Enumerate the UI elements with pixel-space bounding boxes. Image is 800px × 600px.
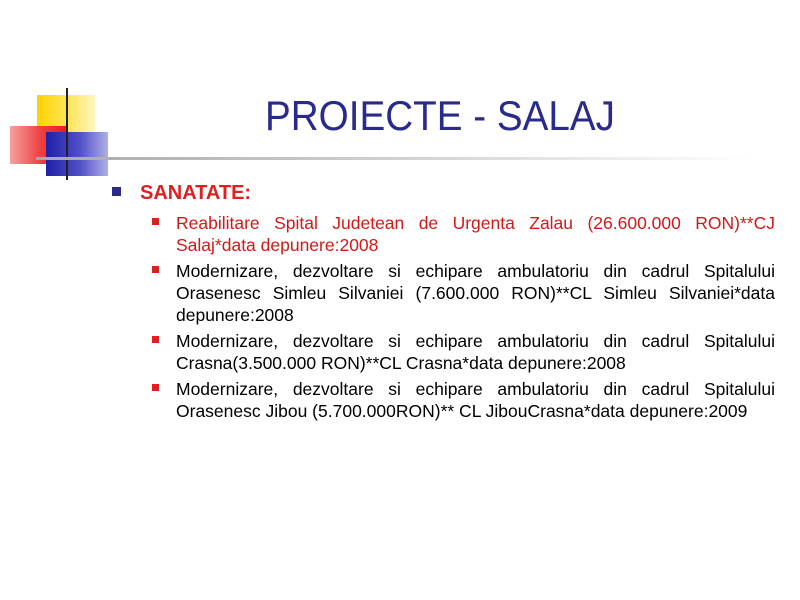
- section-heading-text: SANATATE:: [140, 182, 252, 204]
- list-item-text: Modernizare, dezvoltare si echipare ambulatoriu din cadrul Spitalului Orasenesc Jibou (5.700.000RON)** CL JibouCrasna*data depunere:2009: [176, 379, 775, 421]
- square-bullet-icon: [152, 384, 159, 391]
- list-item: [110, 260, 775, 326]
- list-item: [110, 212, 775, 256]
- list-item: [110, 330, 775, 374]
- square-bullet-icon: [152, 336, 159, 343]
- list-item-text: Reabilitare Spital Judetean de Urgenta Zalau (26.600.000 RON)**CJ Salaj*data depunere:2008: [176, 213, 775, 255]
- section-heading: [110, 178, 775, 208]
- decorative-squares: [0, 0, 140, 190]
- square-bullet-icon: [152, 218, 159, 225]
- slide-title: PROIECTE - SALAJ: [264, 92, 615, 139]
- list-item-text: Modernizare, dezvoltare si echipare ambulatoriu din cadrul Spitalului Crasna(3.500.000 RON)**CL Crasna*data depunere:2008: [176, 331, 775, 373]
- blue-square: [46, 132, 108, 176]
- list-item: [110, 378, 775, 422]
- vertical-rule: [66, 88, 68, 180]
- square-bullet-icon: [112, 187, 121, 196]
- title-underline: [36, 157, 756, 160]
- list-item-text: Modernizare, dezvoltare si echipare ambulatoriu din cadrul Spitalului Orasenesc Simleu Silvaniei (7.600.000 RON)**CL Simleu Silvaniei*data depunere:2008: [176, 261, 775, 325]
- slide-content: [110, 178, 775, 422]
- square-bullet-icon: [152, 266, 159, 273]
